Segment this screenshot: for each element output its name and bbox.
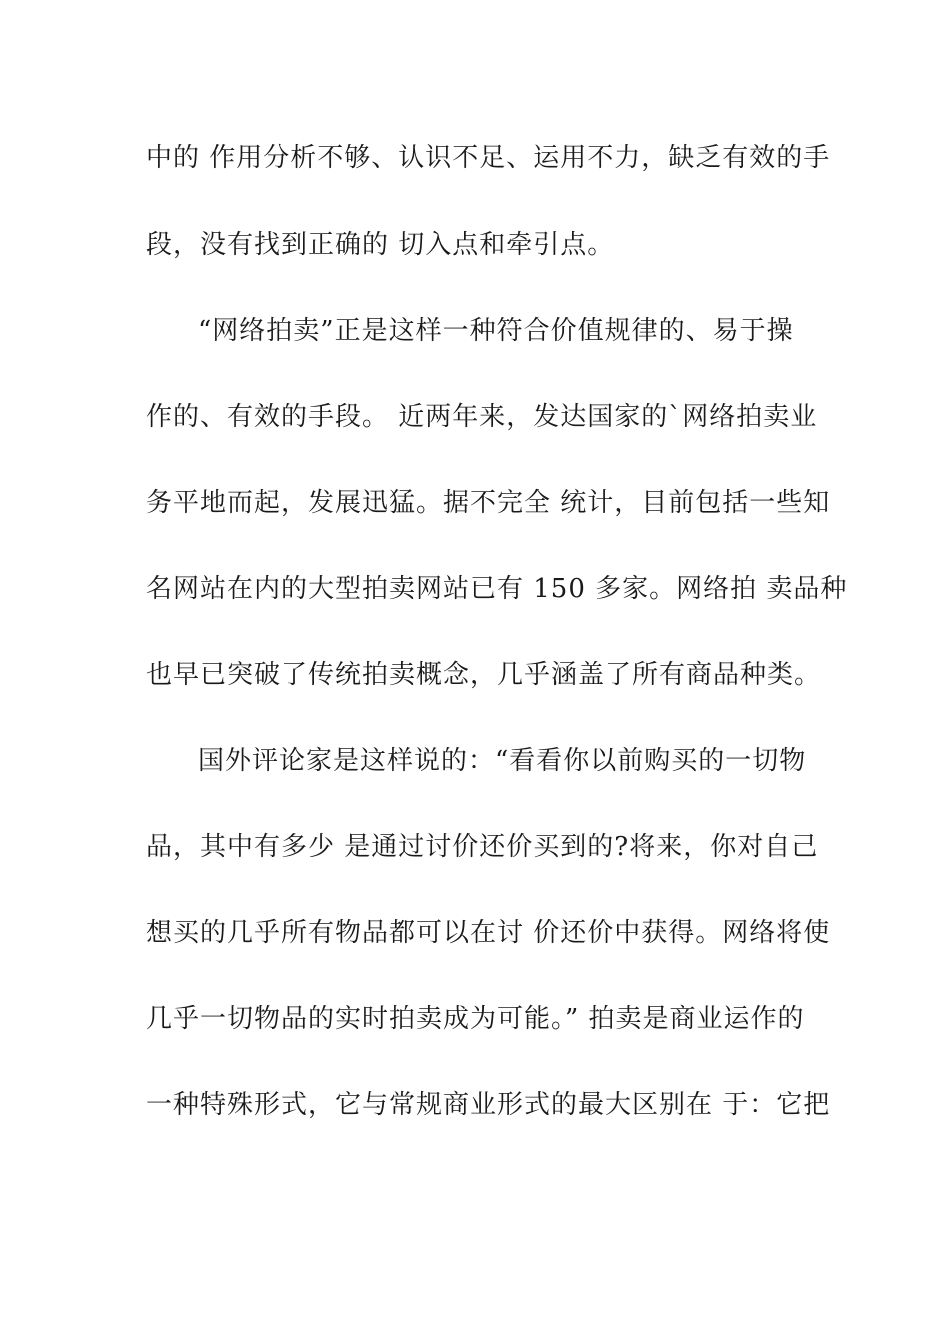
text-line: 名网站在内的大型拍卖网站已有 150 多家。网络拍 卖品种	[146, 574, 848, 604]
paragraph-start-line: 国外评论家是这样说的：“看看你以前购买的一切物	[198, 746, 807, 776]
text-line: 一种特殊形式，它与常规商业形式的最大区别在 于：它把	[146, 1090, 831, 1120]
text-line: 务平地而起，发展迅猛。据不完全 统计，目前包括一些知	[146, 488, 831, 518]
text-line: 也早已突破了传统拍卖概念，几乎涵盖了所有商品种类。	[146, 660, 822, 690]
text-line: 中的 作用分析不够、认识不足、运用不力，缺乏有效的手	[146, 143, 831, 173]
text-line: 作的、有效的手段。 近两年来，发达国家的`网络拍卖业	[146, 402, 818, 432]
text-line: 段，没有找到正确的 切入点和牵引点。	[146, 230, 615, 260]
text-line: 几乎一切物品的实时拍卖成为可能。” 拍卖是商业运作的	[146, 1004, 805, 1034]
paragraph-start-line: “网络拍卖”正是这样一种符合价值规律的、易于操	[198, 316, 794, 346]
text-line: 品，其中有多少 是通过讨价还价买到的?将来，你对自己	[146, 832, 819, 862]
text-line: 想买的几乎所有物品都可以在讨 价还价中获得。网络将使	[146, 918, 831, 948]
